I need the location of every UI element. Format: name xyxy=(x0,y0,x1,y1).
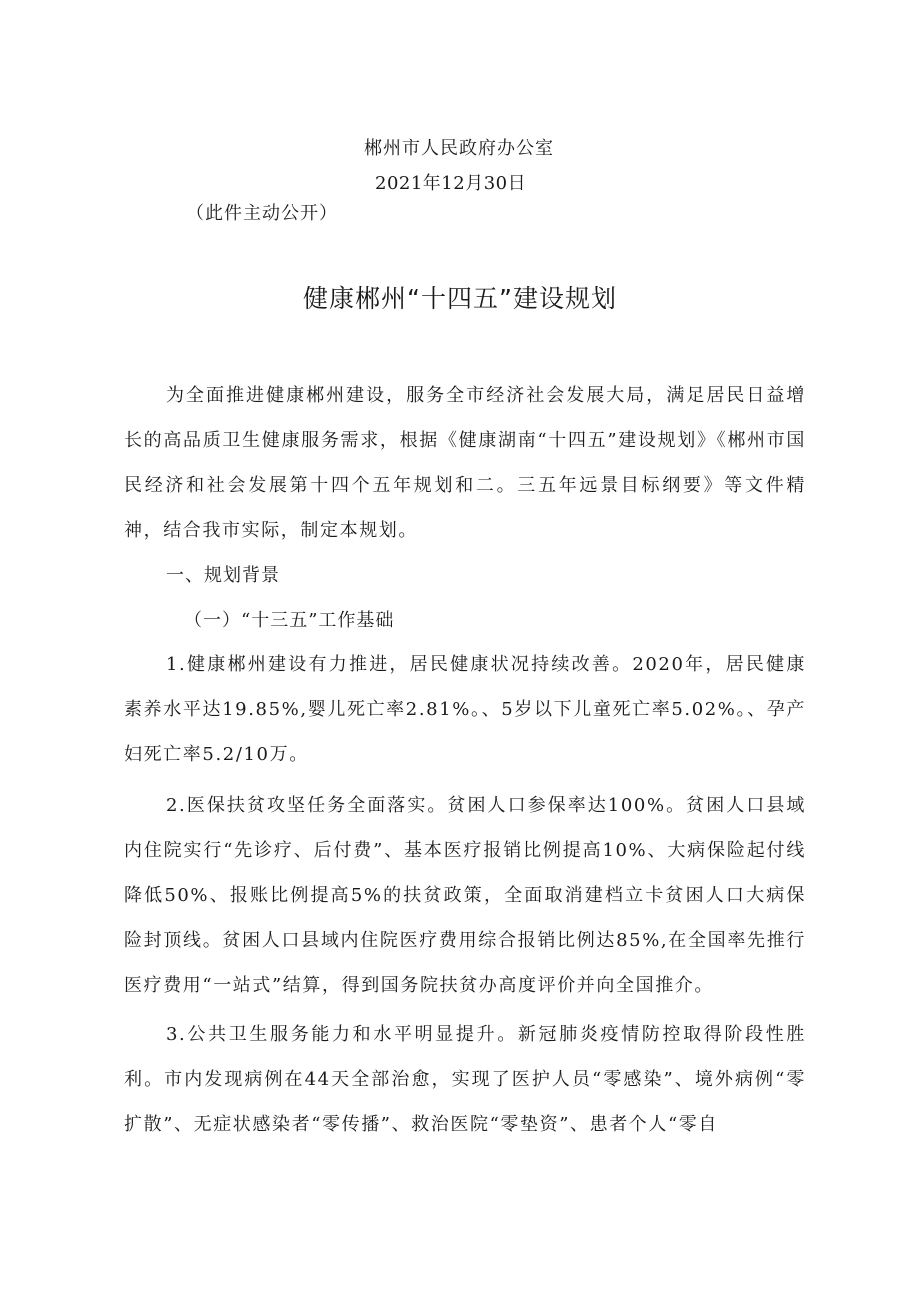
list-item-3: 3.公共卫生服务能力和水平明显提升。新冠肺炎疫情防控取得阶段性胜利。市内发现病例在44天全部治愈，实现了医护人员“零感染”、境外病例“零扩散”、无症状感染者“零传播”、救治医院“零垫资”、患者个人“零自 xyxy=(124,1024,806,1135)
subsection-heading: （一）“十三五”工作基础 xyxy=(184,610,395,631)
issue-date: 2021年12月30日 xyxy=(375,173,527,194)
list-item-1: 1.健康郴州建设有力推进，居民健康状况持续改善。2020年，居民健康素养水平达19.85%,婴儿死亡率2.81%。、5岁以下儿童死亡率5.02%。、孕产妇死亡率5.2/10万。 xyxy=(124,654,806,765)
issuing-office: 郴州市人民政府办公室 xyxy=(364,138,554,159)
section-heading: 一、规划背景 xyxy=(166,565,280,586)
intro-paragraph: 为全面推进健康郴州建设，服务全市经济社会发展大局，满足居民日益增长的高品质卫生健康服务需求，根据《健康湖南“十四五”建设规划》《郴州市国民经济和社会发展第十四个五年规划和二。三五年远景目标纲要》等文件精神，结合我市实际，制定本规划。 xyxy=(124,385,806,541)
document-title: 健康郴州“十四五”建设规划 xyxy=(303,284,617,313)
publicity-note: （此件主动公开） xyxy=(186,203,338,224)
list-item-2: 2.医保扶贫攻坚任务全面落实。贫困人口参保率达100%。贫困人口县域内住院实行“先诊疗、后付费”、基本医疗报销比例提高10%、大病保险起付线降低50%、报账比例提高5%的扶贫政策，全面取消建档立卡贫困人口大病保险封顶线。贫困人口县域内住院医疗费用综合报销比例达85%,在全国率先推行医疗费用“一站式”结算，得到国务院扶贫办高度评价并向全国推介。 xyxy=(124,795,806,996)
